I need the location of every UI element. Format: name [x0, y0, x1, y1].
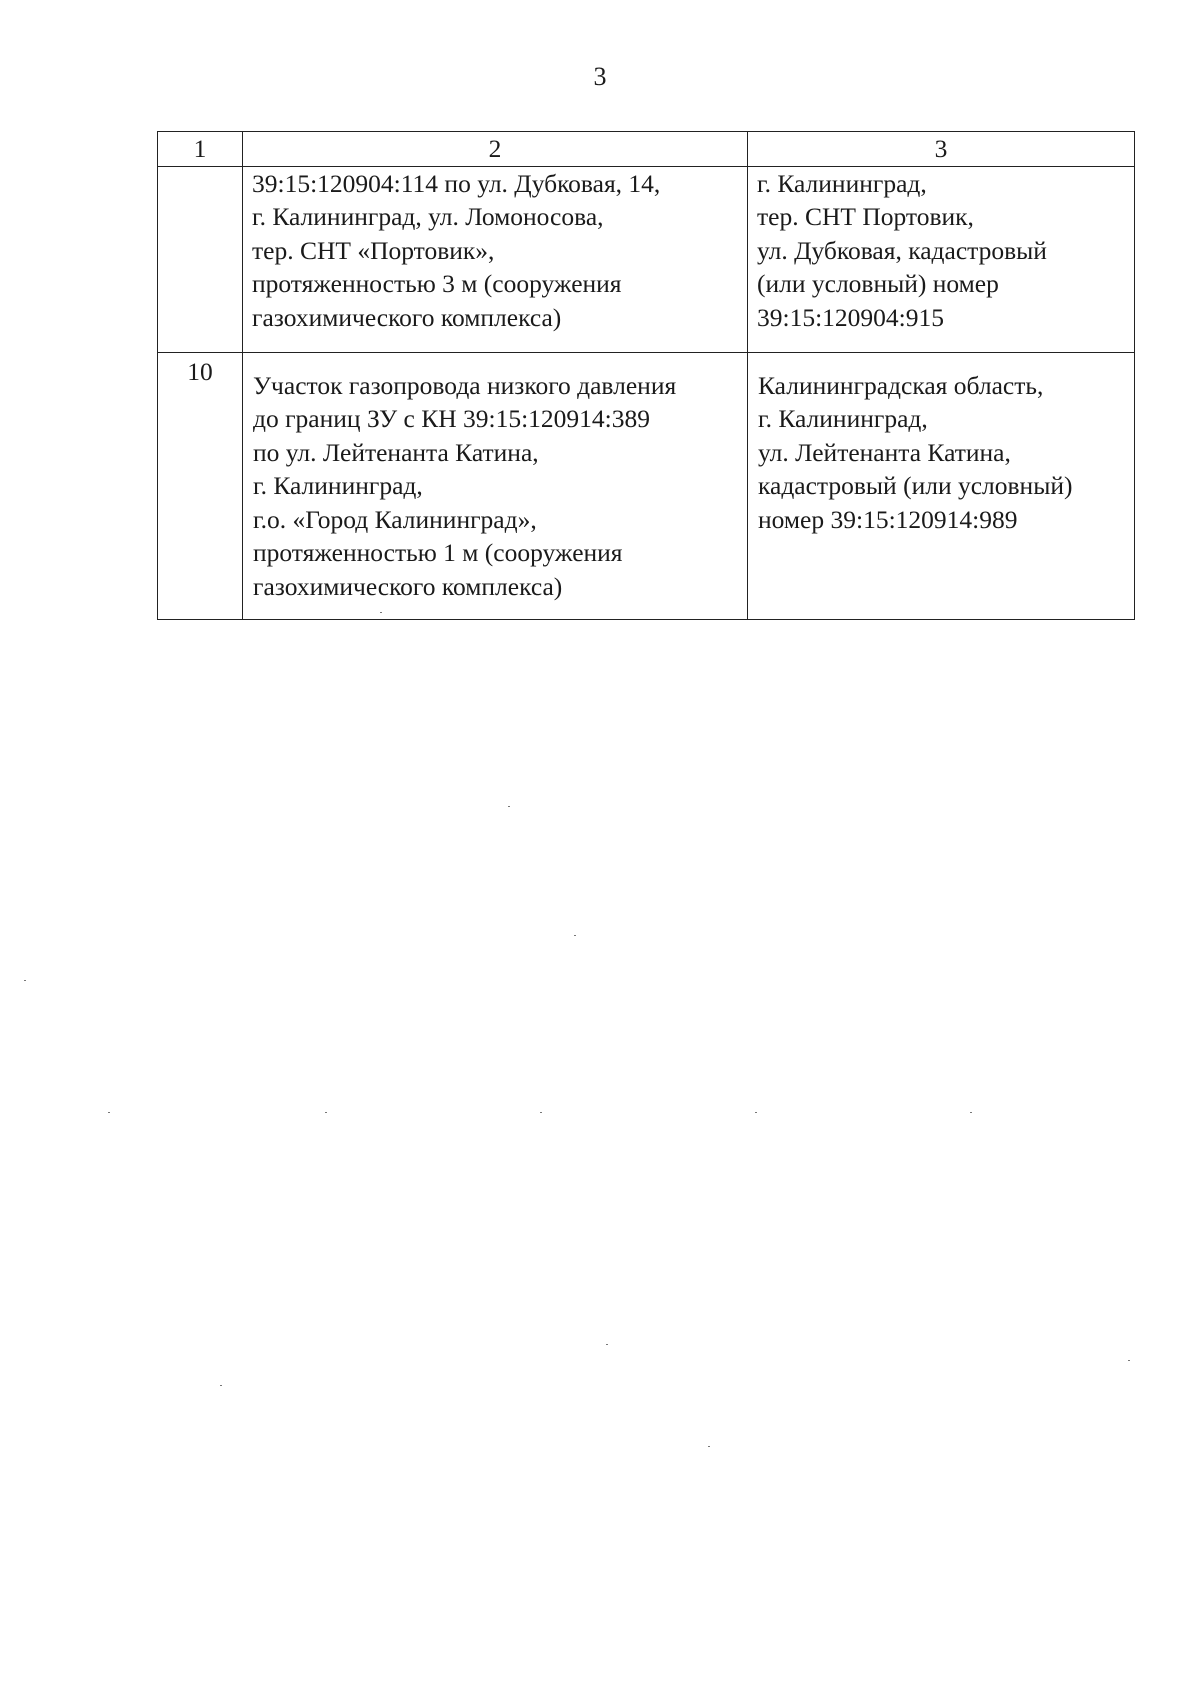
objects-table	[157, 131, 1135, 620]
scan-speck	[1128, 1360, 1130, 1361]
column-header: 1	[158, 132, 243, 167]
table-row	[158, 166, 1135, 352]
object-description: Участок газопровода низкого давления до границ ЗУ с КН 39:15:120914:389 по ул. Лейтенанта Катина, г. Калининград, г.о. «Город Калининград», протяженностью 1 м (сооружения газохимического комплекса)	[243, 352, 748, 619]
scan-speck	[574, 935, 576, 936]
scan-speck	[508, 806, 510, 807]
column-header: 3	[748, 132, 1135, 167]
page-number: 3	[593, 62, 607, 91]
row-number: 10	[158, 352, 243, 619]
scan-speck	[24, 980, 26, 981]
scan-speck	[606, 1344, 608, 1345]
row-number	[158, 166, 243, 352]
scan-speck	[380, 612, 382, 613]
scan-speck	[970, 1112, 972, 1113]
scan-speck	[220, 1385, 222, 1386]
scan-speck	[708, 1446, 710, 1447]
object-location: г. Калининград, тер. СНТ Портовик, ул. Дубковая, кадастровый (или условный) номер 39:15:120904:915	[748, 166, 1135, 352]
table-header-row	[158, 132, 1135, 167]
object-description: 39:15:120904:114 по ул. Дубковая, 14, г. Калининград, ул. Ломоносова, тер. СНТ «Портовик», протяженностью 3 м (сооружения газохимического комплекса)	[243, 166, 748, 352]
scan-speck	[325, 1112, 327, 1113]
object-location: Калининградская область, г. Калининград, ул. Лейтенанта Катина, кадастровый (или условный) номер 39:15:120914:989	[748, 352, 1135, 619]
scan-speck	[108, 1112, 110, 1113]
scan-speck	[540, 1112, 542, 1113]
column-header: 2	[243, 132, 748, 167]
scan-speck	[755, 1112, 757, 1113]
table-row	[158, 352, 1135, 619]
